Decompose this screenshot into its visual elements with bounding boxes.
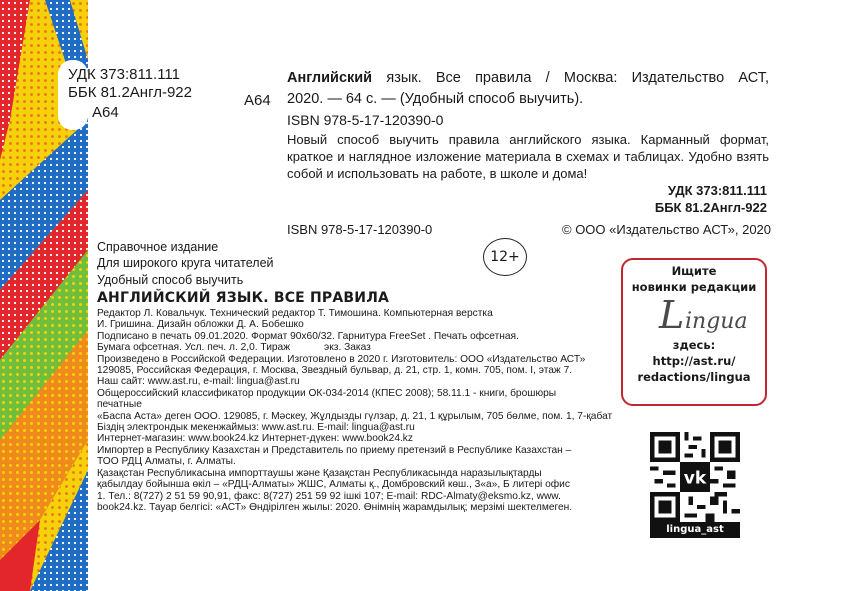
imprint-line: «Баспа Аста» деген ООО. 129085, г. Мәскеу, Жұлдызды гүлзар, д. 21, 1 құрылым, 705 бөлме, пом. 1, 7-қабат bbox=[97, 410, 613, 422]
imprint-line: Қазақстан Республикасына импорттаушы және Қазақстан Республикасында наразылықтарды bbox=[97, 467, 542, 479]
promo-header bbox=[623, 263, 765, 295]
imprint-line: печатные bbox=[97, 399, 142, 411]
imprint-line: book24.kz. Тауар белгісі: «АСТ» Өндірілген жылы: 2020. Өнімнің жарамдылық; мерзімі шектелмеген. bbox=[97, 501, 573, 513]
promo-url-line[interactable]: redactions/lingua bbox=[637, 370, 751, 384]
imprint-line: Подписано в печать 09.01.2020. Формат 90x60/32. Гарнитура FreeSet . Печать офсетная. bbox=[97, 330, 519, 342]
promo-url-line[interactable]: http://ast.ru/ bbox=[652, 354, 736, 368]
lingua-promo-box bbox=[621, 258, 767, 406]
imprint-line: ТОО РДЦ Алматы, г. Алматы. bbox=[97, 456, 236, 468]
promo-footer bbox=[623, 337, 765, 385]
udk-right: УДК 373:811.111 bbox=[667, 183, 767, 198]
udk-left: УДК 373:811.111 bbox=[68, 66, 180, 83]
qr-label: lingua_ast bbox=[650, 522, 740, 538]
isbn-top: ISBN 978-5-17-120390-0 bbox=[287, 112, 444, 128]
bbk-left: ББК 81.2Англ-922 bbox=[68, 84, 192, 101]
imprint-line: Редактор Л. Ковальчук. Технический редактор Т. Тимошина. Компьютерная верстка bbox=[97, 308, 493, 319]
series-name: Удобный способ выучить bbox=[97, 273, 244, 287]
annotation: Новый способ выучить правила английского языка. Карманный формат, краткое и наглядное изложение материала в схемах и таблицах. Удобно взять собой и использовать на работе, в школе и дома! bbox=[287, 132, 769, 181]
lingua-logo-letter: L bbox=[659, 293, 685, 337]
index-left: А64 bbox=[92, 104, 119, 121]
bibliographic-line-1 bbox=[287, 69, 769, 88]
promo-footer-line: здесь: bbox=[672, 338, 716, 352]
svg-text:vk: vk bbox=[683, 468, 707, 489]
promo-header-line: новинки редакции bbox=[631, 280, 757, 294]
imprint-line: қабылдау бойынша өкіл – «РДЦ-Алматы» ЖШС, Алматы қ., Домбровский көш., 3«а», Б литері офис bbox=[97, 479, 570, 491]
imprint-line: Бумага офсетная. Усл. печ. л. 2,0. Тираж экз. Заказ bbox=[97, 342, 371, 354]
imprint-line: Наш сайт: www.ast.ru, e-mail: lingua@ast.ru bbox=[97, 376, 300, 388]
audience: Для широкого круга читателей bbox=[97, 256, 274, 270]
lingua-logo bbox=[623, 293, 765, 337]
promo-header-line: Ищите bbox=[671, 264, 717, 278]
imprint-line: Интернет-магазин: www.book24.kz Интернет-дүкен: www.book24.kz bbox=[97, 433, 413, 445]
imprint-line: 129085, Российская Федерация, г. Москва, Звездный бульвар, д. 21, стр. 1, комн. 705, пом. I, этаж 7. bbox=[97, 365, 573, 377]
imprint-line: Произведено в Российской Федерации. Изготовлено в 2020 г. Изготовитель: ООО «Издательство АСТ» bbox=[97, 353, 586, 365]
imprint-line: Біздің электрондык мекенжаймыз: www.ast.ru. E-mail: lingua@ast.ru bbox=[97, 422, 415, 434]
imprint-line: Импортер в Республику Казахстан и Представитель по приему претензий в Республике Казахстан – bbox=[97, 444, 572, 456]
copyright: © ООО «Издательство АСТ», 2020 bbox=[562, 222, 772, 237]
imprint-line: И. Гришина. Дизайн обложки Д. А. Бобешко bbox=[97, 319, 304, 331]
lingua-logo-rest: ingua bbox=[685, 309, 748, 334]
edition-type: Справочное издание bbox=[97, 240, 219, 254]
book-title: АНГЛИЙСКИЙ ЯЗЫК. ВСЕ ПРАВИЛА bbox=[97, 290, 390, 306]
biblio-line1-rest: язык. Все правила / Москва: Издательство АСТ, bbox=[386, 70, 769, 86]
isbn-bottom: ISBN 978-5-17-120390-0 bbox=[287, 222, 433, 237]
imprint-block bbox=[97, 308, 617, 513]
bbk-right: ББК 81.2Англ-922 bbox=[654, 200, 767, 215]
bibliographic-line-2: 2020. — 64 с. — (Удобный способ выучить). bbox=[287, 91, 584, 107]
qr-code[interactable] bbox=[650, 432, 740, 522]
imprint-line: 1. Тел.: 8(727) 2 51 59 90,91, факс: 8(727) 251 59 92 ішкі 107; E-mail: RDC-Almaty@eksmo.kz, www. bbox=[97, 490, 561, 502]
book-title-bold: Английский bbox=[287, 70, 373, 86]
author-mark: А64 bbox=[244, 92, 271, 109]
imprint-line: Общероссийский классификатор продукции ОК-034-2014 (КПЕС 2008); 58.11.1 - книги, брошюры bbox=[97, 387, 557, 399]
age-rating-badge: 12+ bbox=[483, 238, 527, 276]
